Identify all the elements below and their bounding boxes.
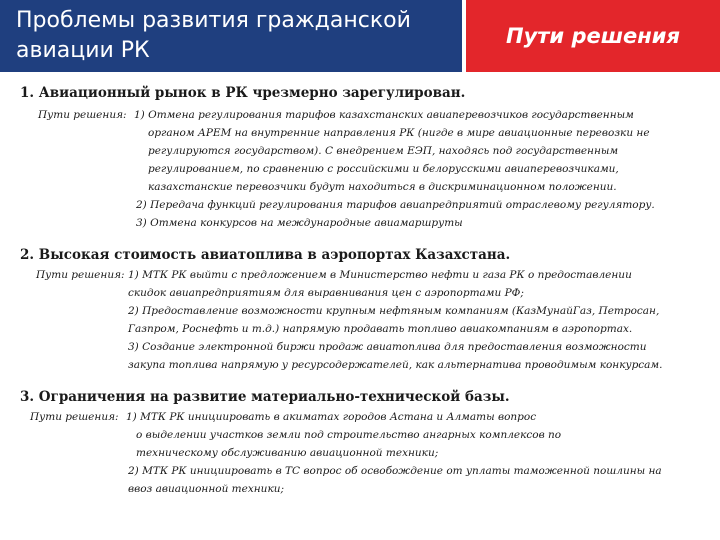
page-title-line2: авиации РК [16, 38, 150, 63]
solutions-label-3: Пути решения: [30, 411, 119, 423]
solution-line: 2) МТК РК инициировать в ТС вопрос об освобождение от уплаты таможенной пошлины на [128, 465, 662, 477]
solution-line: 1) МТК РК выйти с предложением в Министерство нефти и газа РК о предоставлении [128, 269, 632, 281]
solutions-block-2 [36, 266, 720, 374]
solutions-block-1 [38, 106, 720, 232]
problem-heading-1: 1. Авиационный рынок в РК чрезмерно зарегулирован. [20, 85, 466, 101]
solution-line: закупа топлива напрямую у ресурсодержателей, как альтернатива проводимым конкурсам. [128, 359, 663, 371]
solutions-label-1: Пути решения: [38, 109, 127, 121]
solution-line: регулированием, по сравнению с российскими и белорусскими авиаперевозчиками, [148, 163, 619, 175]
solution-line: казахстанские перевозчики будут находиться в дискриминационном положении. [148, 181, 617, 193]
solution-line: ввоз авиационной техники; [128, 483, 285, 495]
problem-section-1 [0, 84, 720, 232]
solutions-title: Пути решения [506, 24, 680, 48]
page-title-line1: Проблемы развития гражданской [16, 8, 411, 33]
problem-section-2 [0, 246, 720, 374]
problem-section-3 [0, 388, 720, 498]
solution-line: 3) Создание электронной биржи продаж авиатоплива для предоставления возможности [128, 341, 647, 353]
problem-heading-3: 3. Ограничения на развитие материально-технической базы. [20, 389, 510, 405]
solution-line: регулируются государством). С внедрением ЕЭП, находясь под государственным [148, 145, 619, 157]
solution-line: 2) Передача функций регулирования тарифов авиапредприятий отраслевому регулятору. [136, 199, 655, 211]
solution-line: о выделении участков земли под строительство ангарных комплексов по [136, 429, 562, 441]
solution-line: 1) МТК РК инициировать в акиматах городов Астана и Алматы вопрос [126, 411, 537, 423]
problem-heading-2: 2. Высокая стоимость авиатоплива в аэропортах Казахстана. [20, 247, 511, 263]
solutions-block-3 [30, 408, 720, 498]
solution-line: 1) Отмена регулирования тарифов казахстанских авиаперевозчиков государственным [134, 109, 634, 121]
solutions-title-box [466, 0, 720, 72]
problems-content [0, 84, 720, 498]
solution-line: техническому обслуживанию авиационной техники; [136, 447, 439, 459]
solution-line: Газпром, Роснефть и т.д.) напрямую продавать топливо авиакомпаниям в аэропортах. [128, 323, 633, 335]
header-title-box [0, 0, 462, 72]
solution-line: 2) Предоставление возможности крупным нефтяным компаниям (КазМунайГаз, Петросан, [128, 305, 660, 317]
solution-line: органом АРЕМ на внутренние направления РК (нигде в мире авиационные перевозки не [148, 127, 650, 139]
solution-line: скидок авиапредприятиям для выравнивания цен с аэропортами РФ; [128, 287, 524, 299]
solutions-label-2: Пути решения: [36, 269, 125, 281]
solution-line: 3) Отмена конкурсов на международные авиамаршруты [136, 217, 463, 229]
